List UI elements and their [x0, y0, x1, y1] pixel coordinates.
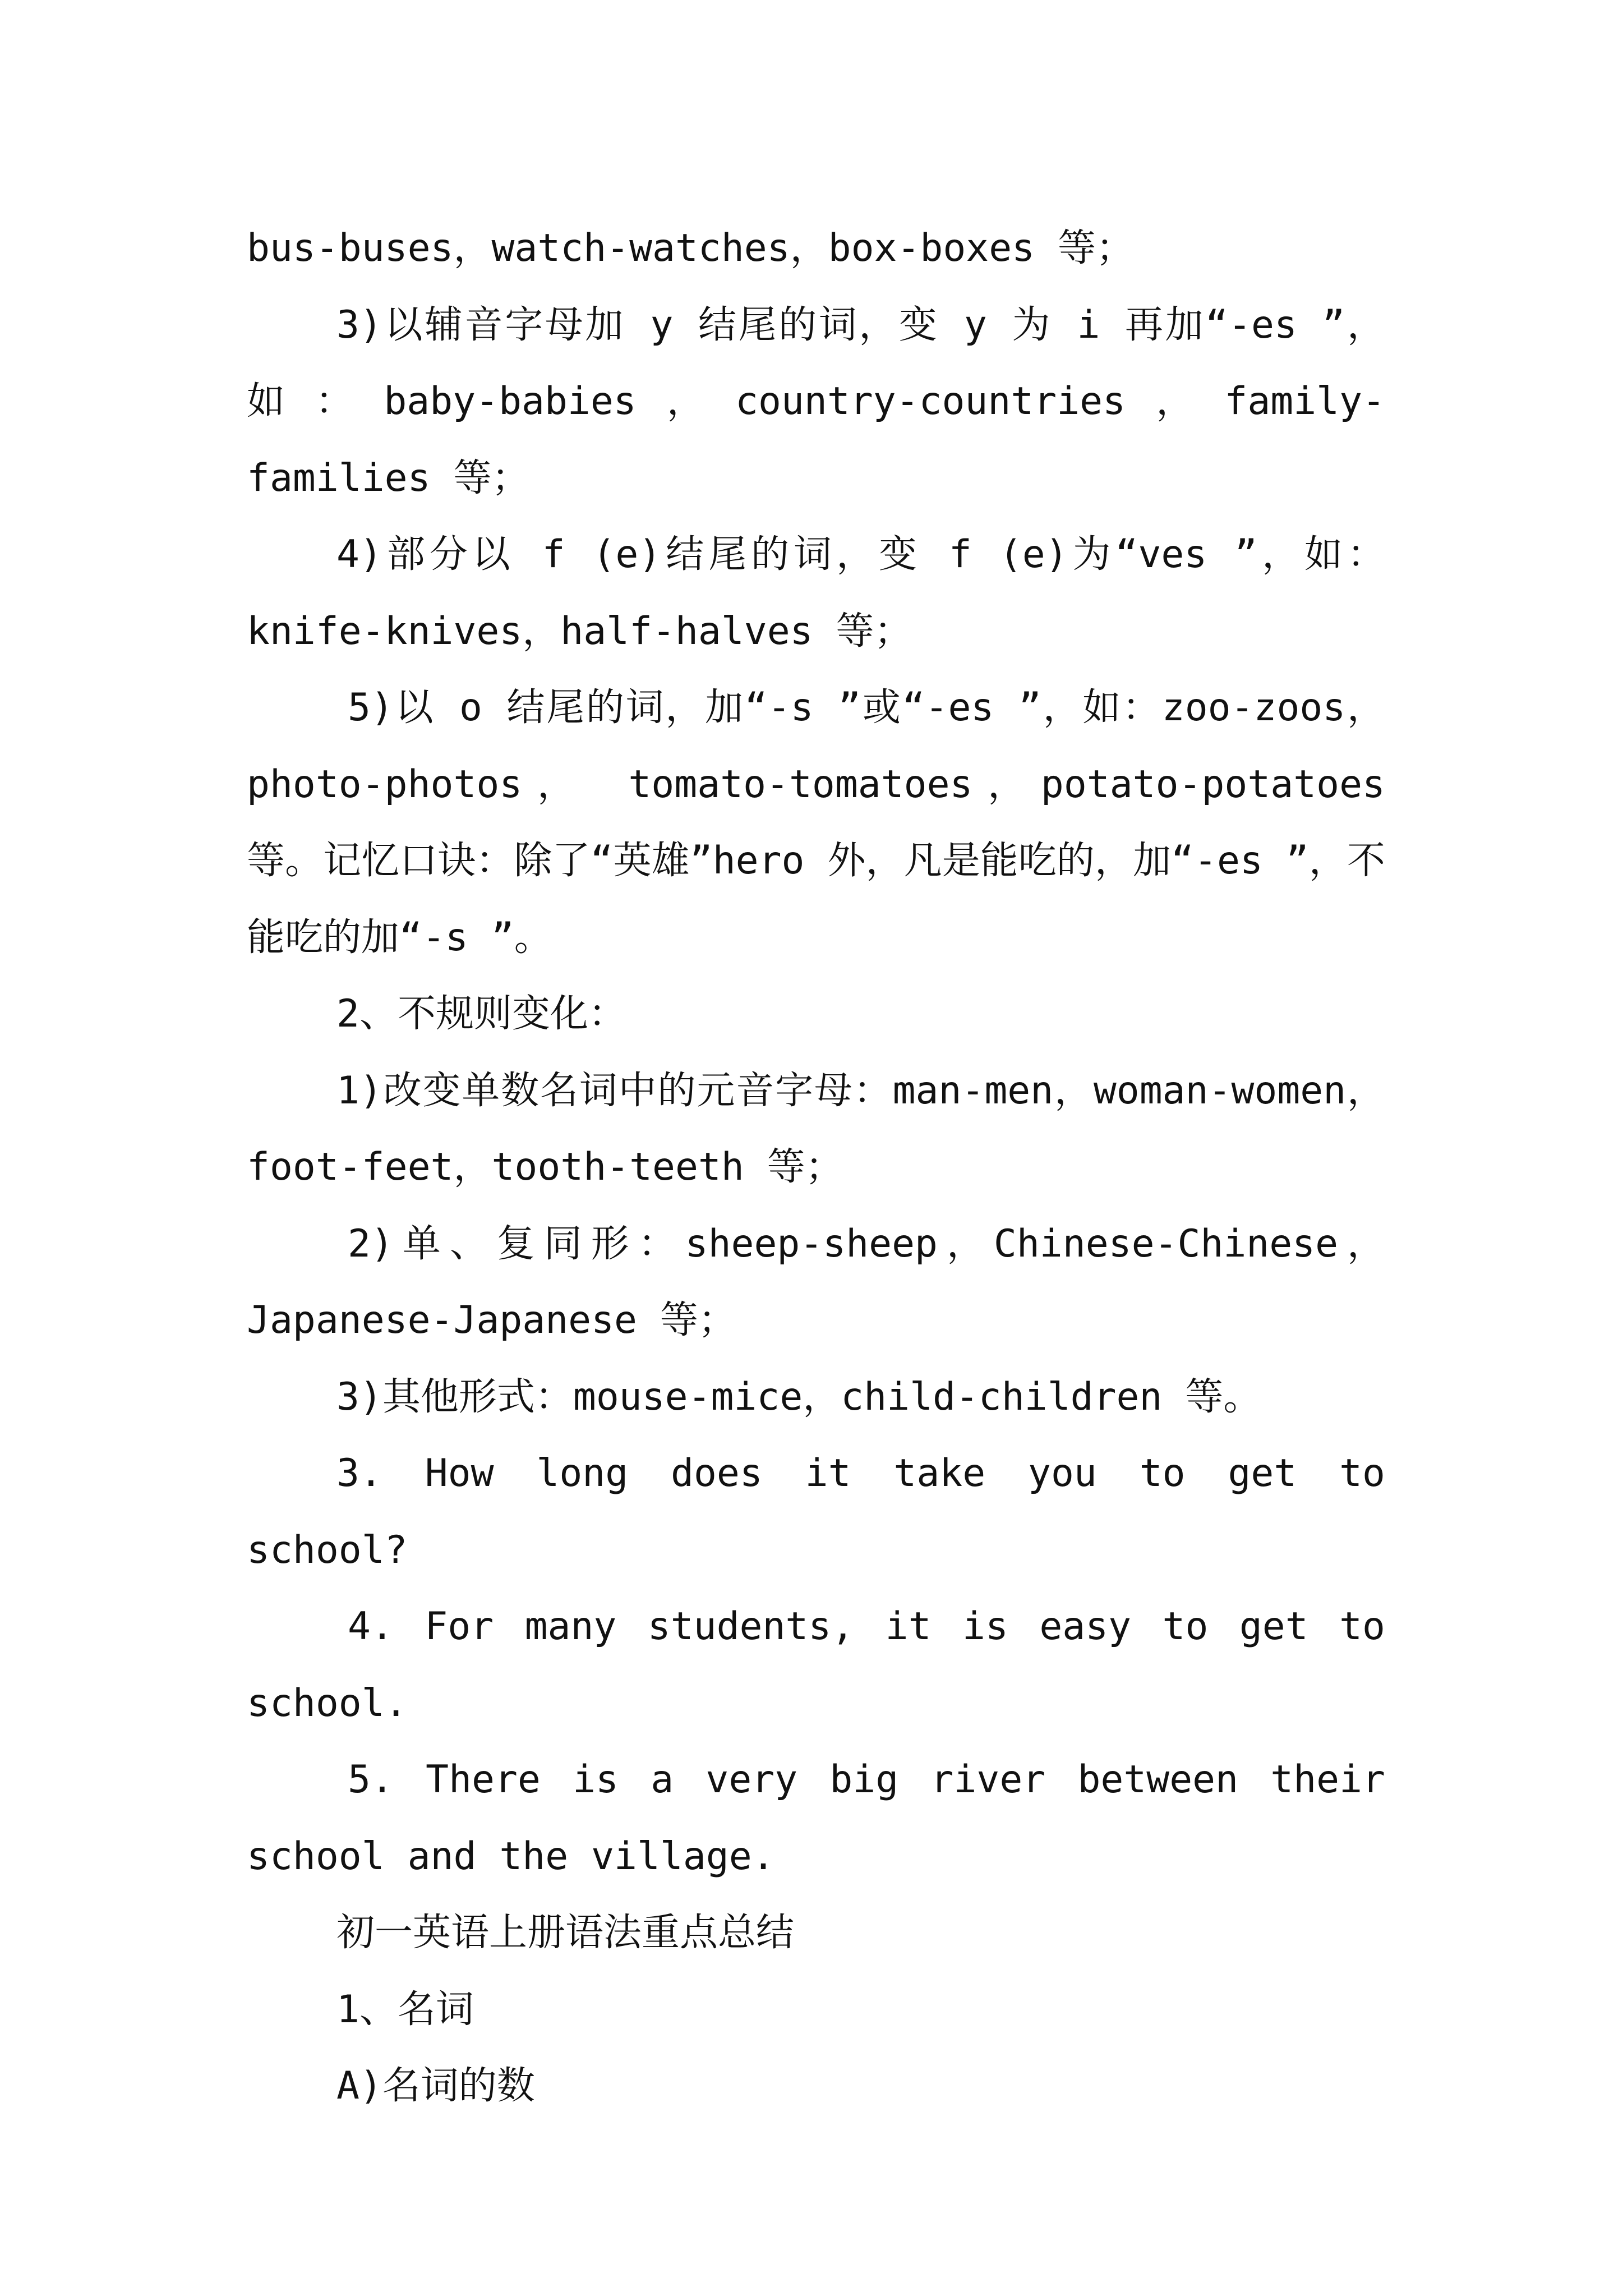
- sentence-5: 5. There is a very big river between their school and the village.: [247, 1757, 1385, 1879]
- paragraph-irregular-same-form: 2)单、复同形：sheep-sheep，Chinese-Chinese，Japanese-Japanese 等；: [247, 1221, 1385, 1342]
- paragraph-rule-f-ending: 4)部分以 f (e)结尾的词，变 f (e)为“ves ”，如：knife-knives，half-halves 等；: [247, 532, 1385, 654]
- paragraph-plural-es-examples: bus-buses，watch-watches，box-boxes 等；: [247, 226, 1135, 270]
- paragraph-irregular-heading: 2、不规则变化：: [336, 992, 626, 1036]
- section-title: 初一英语上册语法重点总结: [336, 1911, 795, 1955]
- subsection-heading-noun-number: A)名词的数: [336, 2064, 535, 2108]
- paragraph-irregular-vowel-change: 1)改变单数名词中的元音字母：man-men，woman-women，foot-feet，tooth-teeth 等；: [247, 1068, 1385, 1189]
- paragraph-rule-y-ending: 3)以辅音字母加 y 结尾的词，变 y 为 i 再加“-es ”，如：baby-babies，country-countries，family-families 等；: [247, 302, 1385, 500]
- document-body: [247, 210, 1385, 2125]
- paragraph-irregular-other: 3)其他形式：mouse-mice，child-children 等。: [336, 1374, 1262, 1419]
- paragraph-rule-o-ending: 5)以 o 结尾的词，加“-s ”或“-es ”，如：zoo-zoos， photo-photos， tomato-tomatoes，potato-potatoes 等。记忆口诀：除了“英雄”hero 外，凡是能吃的，加“-es ”，不能吃的加“-s ”。: [247, 685, 1385, 960]
- sentence-3: 3. How long does it take you to get to school?: [247, 1451, 1385, 1572]
- sentence-4: 4. For many students, it is easy to get to school.: [247, 1604, 1385, 1726]
- section-heading-noun: 1、名词: [336, 1987, 474, 2032]
